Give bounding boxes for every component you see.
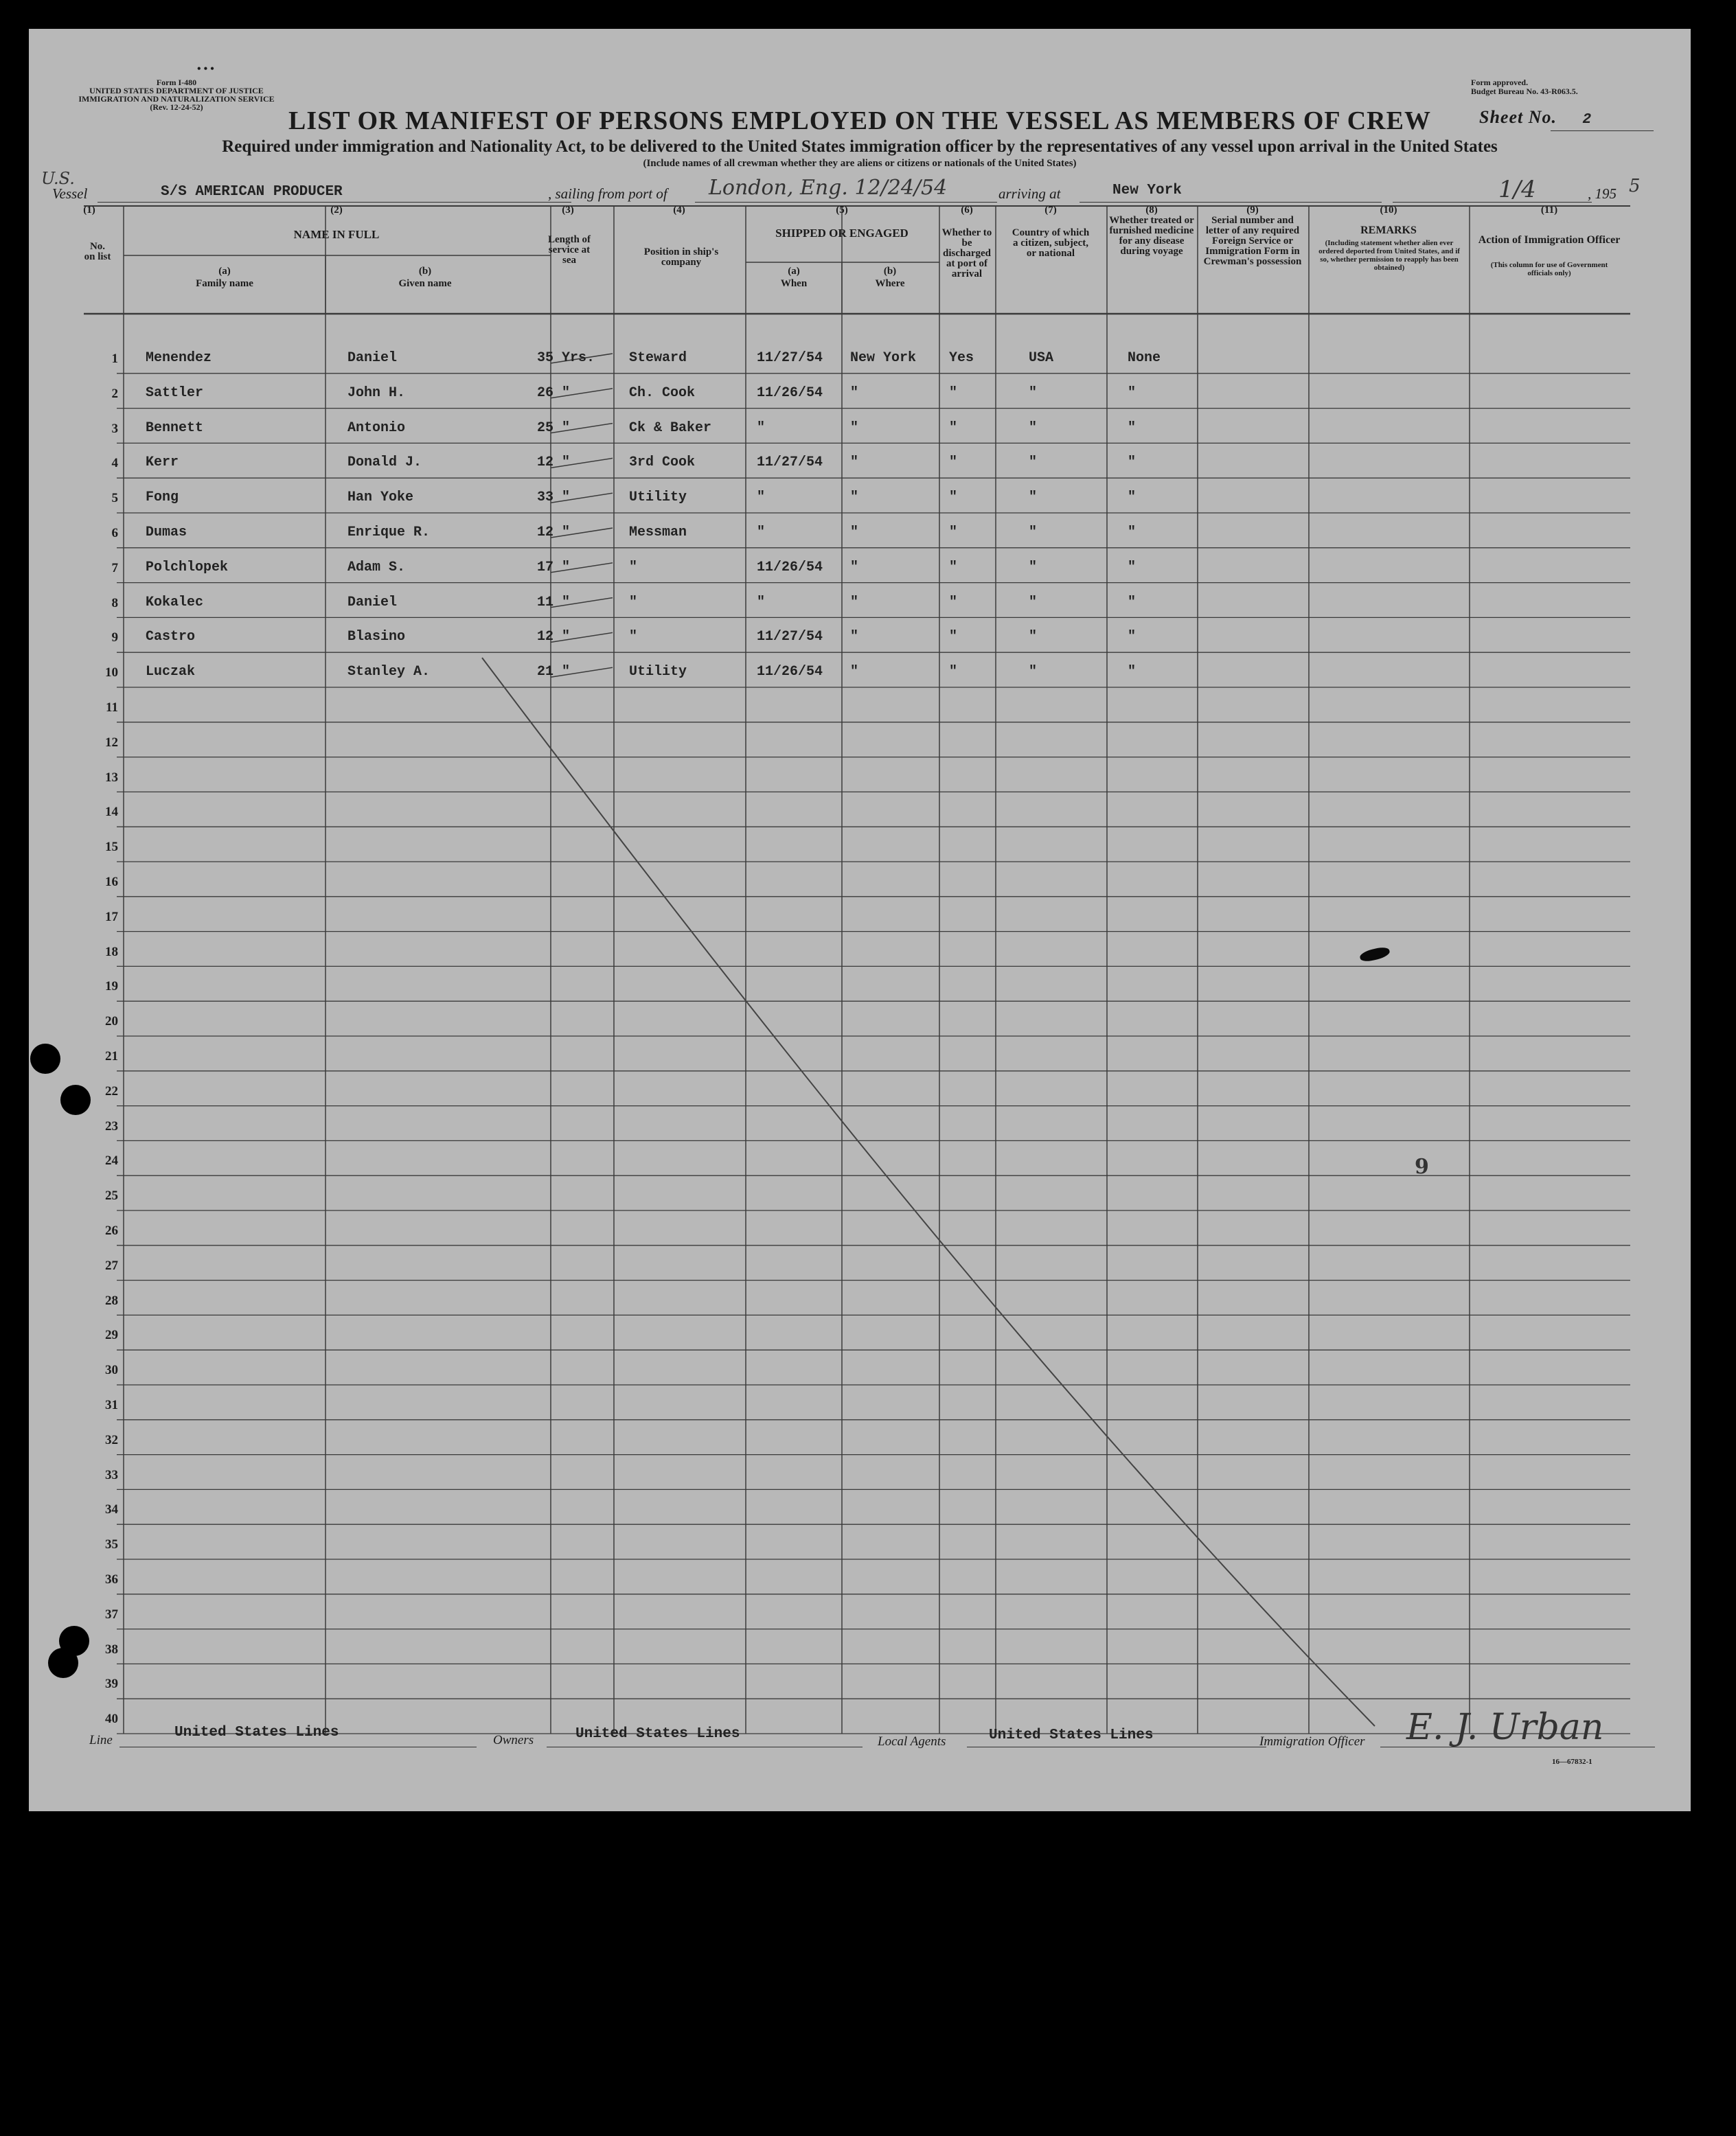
row-number: 6 [111, 526, 118, 540]
cell-position: Steward [629, 350, 687, 366]
cell-discharged: " [949, 525, 958, 540]
cell-country: " [1029, 664, 1038, 680]
row-number: 35 [105, 1537, 118, 1552]
row-number: 37 [105, 1607, 118, 1622]
row-number: 17 [105, 909, 118, 924]
cell-given: Daniel [347, 594, 398, 610]
cell-medicine: " [1128, 629, 1137, 645]
row-number: 27 [105, 1258, 118, 1273]
col11-note: (This column for use of Government officials only) [1490, 261, 1608, 277]
col6-header: Whether to be discharged at port of arrival [941, 227, 992, 279]
cell-discharged: " [949, 664, 958, 680]
row-number: 21 [105, 1049, 118, 1064]
row-number: 32 [105, 1432, 118, 1447]
row-number: 26 [105, 1224, 118, 1238]
cell-family: Castro [146, 629, 196, 645]
sailing-label: , sailing from port of [548, 185, 667, 202]
row-number: 15 [105, 840, 118, 855]
title-text: LIST OR MANIFEST OF PERSONS EMPLOYED ON THE VESSEL AS MEMBERS OF CREW [288, 106, 1431, 135]
row-number: 14 [105, 805, 118, 820]
agents-label: Local Agents [878, 1734, 946, 1749]
vessel-label: Vessel [52, 185, 88, 202]
row-number: 39 [105, 1677, 118, 1692]
sailing-port: London, Eng. 12/24/54 [709, 176, 948, 200]
cell-when: 11/27/54 [757, 629, 823, 645]
cell-medicine: " [1128, 594, 1137, 610]
cell-where: " [850, 594, 859, 610]
cell-service: 26 " [537, 384, 571, 401]
row-number: 25 [105, 1188, 118, 1204]
arriving-port: New York [1112, 183, 1182, 198]
cell-where: " [850, 664, 859, 680]
row-number: 12 [105, 735, 118, 750]
manifest-sheet [29, 29, 1691, 1811]
cell-family: Kerr [146, 455, 179, 471]
col6-number: (6) [961, 205, 973, 216]
col5a-letter: (a) [788, 266, 800, 277]
owners-label: Owners [493, 1733, 534, 1747]
row-number: 9 [111, 630, 118, 645]
cell-country: " [1029, 384, 1038, 401]
cell-given: Blasino [347, 629, 406, 645]
cell-family: Dumas [146, 525, 187, 540]
cell-when: 11/26/54 [757, 664, 823, 680]
cell-family: Kokalec [146, 594, 204, 610]
col1-number: (1) [83, 205, 95, 216]
col2b-letter: (b) [418, 266, 432, 277]
year-digit: 5 [1629, 176, 1641, 196]
cell-position: Utility [629, 664, 687, 680]
col11-number: (11) [1540, 205, 1558, 216]
approval-line-2: Budget Bureau No. 43-R063.5. [1471, 87, 1578, 96]
col10-number: (10) [1380, 205, 1397, 216]
cell-service: 12 " [537, 629, 571, 645]
col2a-letter: (a) [218, 266, 231, 277]
punch-hole-4 [48, 1648, 78, 1678]
row-number: 16 [105, 875, 118, 889]
cell-family: Fong [146, 490, 179, 506]
page-subtitle: Required under immigration and Nationality Act, to be delivered to the United States immigration officer by the representatives of any vessel upon arrival in the United States [222, 137, 1498, 156]
cell-given: Enrique R. [347, 525, 431, 540]
row-number: 20 [105, 1014, 118, 1029]
revision-date: (Rev. 12-24-52) [150, 102, 203, 112]
cell-discharged: " [949, 559, 958, 575]
col2a-header: Family name [196, 278, 253, 289]
cell-where: " [850, 384, 859, 401]
service-name: IMMIGRATION AND NATURALIZATION SERVICE [78, 94, 275, 104]
cell-family: Polchlopek [146, 559, 229, 575]
owners-value: United States Lines [575, 1726, 740, 1742]
col11-header: Action of Immigration Officer [1478, 234, 1621, 246]
cell-country: " [1029, 525, 1038, 540]
row-number: 11 [106, 700, 118, 715]
cell-country: " [1029, 420, 1038, 436]
cell-discharged: " [949, 455, 958, 471]
col3-number: (3) [562, 205, 574, 216]
row-number: 31 [105, 1398, 118, 1412]
col3-header: Length of service at sea [547, 234, 591, 266]
col2b-header: Given name [398, 278, 452, 289]
col5b-header: Where [875, 278, 905, 289]
row-number: 34 [105, 1502, 118, 1517]
officer-signature: E. J. Urban [1406, 1707, 1604, 1748]
cell-service: 35 Yrs. [537, 350, 595, 366]
cell-where: " [850, 455, 859, 471]
page-subnote: (Include names of all crewman whether they are aliens or citizens or nationals of the United States) [643, 158, 1077, 169]
arrival-date: 1/4 [1498, 176, 1536, 203]
print-code: 16—67832-1 [1552, 1758, 1592, 1766]
row-number: 8 [111, 595, 118, 610]
table-grid [29, 29, 1691, 1811]
cell-service: 33 " [537, 490, 571, 506]
vessel-prefix-handwritten: U.S. [41, 169, 75, 188]
cell-when: 11/26/54 [757, 384, 823, 401]
col9-header: Serial number and letter of any required Foreign Service or Immigration Form in Crewman's possession [1203, 215, 1302, 267]
cell-given: Donald J. [347, 455, 422, 471]
row-number: 24 [105, 1153, 118, 1169]
row-number: 36 [105, 1572, 118, 1587]
row-number: 38 [105, 1642, 118, 1657]
cell-service: 12 " [537, 525, 571, 540]
cell-medicine: None [1128, 350, 1161, 366]
top-dots: • • • [197, 63, 214, 75]
row-number: 10 [105, 665, 118, 680]
cell-family: Menendez [146, 350, 212, 366]
cell-position: " [629, 594, 638, 610]
department-name: UNITED STATES DEPARTMENT OF JUSTICE [89, 86, 264, 95]
row-number: 33 [105, 1467, 118, 1482]
col4-number: (4) [673, 205, 685, 216]
cell-family: Bennett [146, 420, 204, 436]
cell-discharged: Yes [949, 350, 974, 366]
cell-country: " [1029, 629, 1038, 645]
col5a-header: When [780, 278, 808, 289]
col5b-letter: (b) [883, 266, 897, 277]
cell-when: " [757, 594, 766, 610]
cell-country: " [1029, 594, 1038, 610]
cell-medicine: " [1128, 455, 1137, 471]
col1-header: No. on list [84, 241, 111, 262]
row-number: 7 [111, 560, 118, 575]
col7-header: Country of which a citizen, subject, or national [1012, 227, 1090, 259]
cancellation-line [482, 658, 1375, 1726]
cell-where: " [850, 629, 859, 645]
row-number: 23 [105, 1118, 118, 1134]
cell-country: " [1029, 559, 1038, 575]
sheet-number: 2 [1582, 112, 1592, 128]
cell-where: " [850, 525, 859, 540]
cell-where: " [850, 559, 859, 575]
cell-family: Sattler [146, 384, 204, 401]
cell-discharged: " [949, 420, 958, 436]
cell-service: 25 " [537, 420, 571, 436]
cell-position: Ch. Cook [629, 384, 696, 401]
col9-number: (9) [1246, 205, 1259, 216]
col4-header: Position in ship's company [643, 246, 719, 268]
cell-when: " [757, 490, 766, 506]
cell-position: Ck & Baker [629, 420, 712, 436]
row-number: 4 [111, 456, 118, 471]
cell-position: Messman [629, 525, 687, 540]
cell-when: " [757, 525, 766, 540]
cell-service: 17 " [537, 559, 571, 575]
cell-country: " [1029, 490, 1038, 506]
row-number: 29 [105, 1328, 118, 1343]
sheet-label: Sheet No. [1479, 107, 1557, 127]
cell-medicine: " [1128, 559, 1137, 575]
remarks-count-mark: 9 [1415, 1155, 1429, 1179]
col8-header: Whether treated or furnished medicine for any disease during voyage [1109, 215, 1194, 257]
cell-service: 21 " [537, 664, 571, 680]
form-number: Form I-480 [156, 78, 197, 87]
cell-given: Adam S. [347, 559, 406, 575]
row-number: 3 [111, 421, 118, 436]
cell-position: " [629, 559, 638, 575]
cell-medicine: " [1128, 664, 1137, 680]
cell-service: 11 " [537, 594, 571, 610]
col5-number: (5) [836, 205, 848, 216]
cell-position: Utility [629, 490, 687, 506]
cell-when: 11/27/54 [757, 350, 823, 366]
cell-given: John H. [347, 384, 406, 401]
col10-header: REMARKS [1360, 225, 1417, 236]
cell-discharged: " [949, 629, 958, 645]
cell-country: USA [1029, 350, 1054, 366]
cell-where: New York [850, 350, 917, 366]
row-number: 22 [105, 1083, 118, 1099]
cell-service: 12 " [537, 455, 571, 471]
row-number: 28 [105, 1293, 118, 1308]
cell-discharged: " [949, 384, 958, 401]
row-number: 30 [105, 1363, 118, 1378]
row-number: 19 [105, 979, 118, 994]
cell-country: " [1029, 455, 1038, 471]
cell-discharged: " [949, 594, 958, 610]
row-number: 5 [111, 491, 118, 506]
agents-value: United States Lines [989, 1727, 1154, 1743]
arriving-label: arriving at [998, 185, 1061, 202]
cell-position: " [629, 629, 638, 645]
line-label: Line [89, 1733, 113, 1747]
punch-hole-1 [30, 1044, 60, 1074]
row-number: 40 [105, 1712, 118, 1727]
row-number: 13 [105, 770, 118, 785]
officer-label: Immigration Officer [1259, 1734, 1365, 1749]
cell-given: Daniel [347, 350, 398, 366]
approval-line-1: Form approved. [1471, 78, 1529, 87]
cell-given: Han Yoke [347, 490, 414, 506]
vessel-name: S/S AMERICAN PRODUCER [161, 184, 343, 200]
col7-number: (7) [1044, 205, 1057, 216]
cell-where: " [850, 490, 859, 506]
year-label: , 195 [1588, 185, 1617, 202]
col5-header: SHIPPED OR ENGAGED [775, 227, 909, 240]
col10-note: (Including statement whether alien ever ordered deported from United States, and if so, whether permission to reapply has been obtained) [1318, 239, 1460, 272]
cell-discharged: " [949, 490, 958, 506]
row-number: 2 [111, 386, 118, 401]
cell-when: 11/26/54 [757, 559, 823, 575]
cell-family: Luczak [146, 664, 196, 680]
cell-medicine: " [1128, 420, 1137, 436]
cell-medicine: " [1128, 525, 1137, 540]
row-number: 1 [111, 352, 118, 366]
line-value: United States Lines [174, 1725, 339, 1741]
col2-number: (2) [330, 205, 343, 216]
cell-medicine: " [1128, 384, 1137, 401]
col8-number: (8) [1145, 205, 1158, 216]
row-number: 18 [105, 944, 118, 959]
cell-position: 3rd Cook [629, 455, 696, 471]
cell-where: " [850, 420, 859, 436]
cell-given: Stanley A. [347, 664, 431, 680]
punch-hole-2 [60, 1085, 91, 1115]
cell-when: " [757, 420, 766, 436]
cell-medicine: " [1128, 490, 1137, 506]
cell-given: Antonio [347, 420, 406, 436]
cell-when: 11/27/54 [757, 455, 823, 471]
col2-header: NAME IN FULL [293, 228, 380, 241]
